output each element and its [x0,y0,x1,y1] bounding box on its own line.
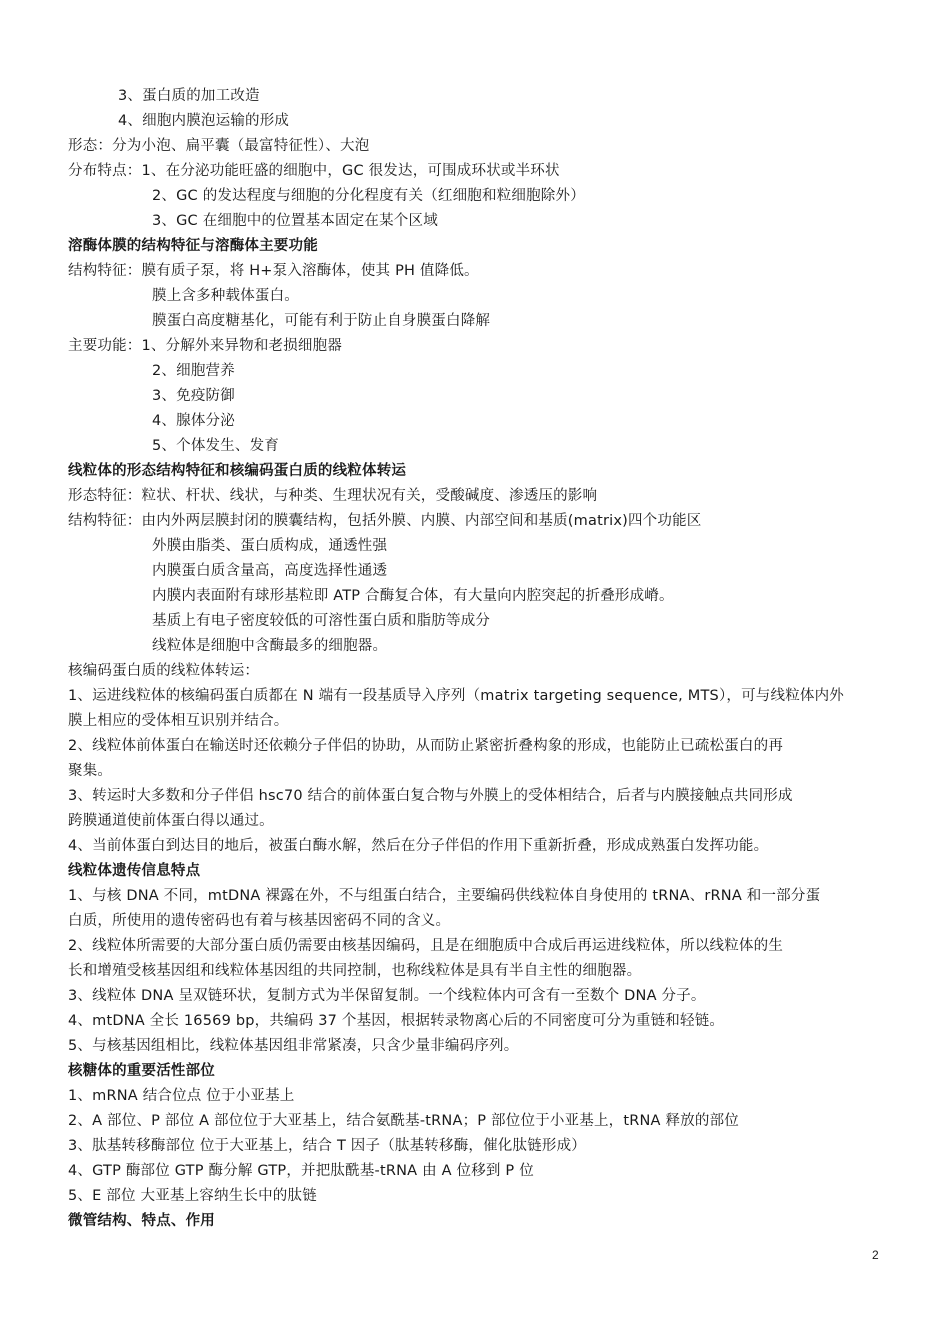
text-line: 内膜蛋白质含量高，高度选择性通透 [152,563,388,579]
text-line: 2、线粒体所需要的大部分蛋白质仍需要由核基因编码，且是在细胞质中合成后再运进线粒体，所以线粒体的生 [68,938,784,954]
text-line: 膜上相应的受体相互识别并结合。 [68,713,289,729]
section-heading: 核糖体的重要活性部位 [68,1063,215,1079]
text-line: 5、与核基因组相比，线粒体基因组非常紧凑，只含少量非编码序列。 [68,1038,519,1054]
text-line: 2、细胞营养 [152,363,235,379]
text-line: 2、GC 的发达程度与细胞的分化程度有关（红细胞和粒细胞除外） [152,188,585,204]
text-line: 结构特征：由内外两层膜封闭的膜囊结构，包括外膜、内膜、内部空间和基质(matrix)四个功能区 [68,513,702,529]
text-line: 4、腺体分泌 [152,413,235,429]
text-line: 聚集。 [68,763,113,779]
text-line: 长和增殖受核基因组和线粒体基因组的共同控制，也称线粒体是具有半自主性的细胞器。 [68,963,642,979]
text-line: 内膜内表面附有球形基粒即 ATP 合酶复合体，有大量向内腔突起的折叠形成嵴。 [152,588,674,604]
section-heading: 线粒体遗传信息特点 [68,863,201,879]
text-line: 2、线粒体前体蛋白在输送时还依赖分子伴侣的协助，从而防止紧密折叠构象的形成，也能防止已疏松蛋白的再 [68,738,784,754]
text-line: 外膜由脂类、蛋白质构成，通透性强 [152,538,388,554]
text-line: 2、A 部位、P 部位 A 部位位于大亚基上，结合氨酰基-tRNA；P 部位位于小亚基上，tRNA 释放的部位 [68,1113,739,1129]
text-line: 跨膜通道使前体蛋白得以通过。 [68,813,274,829]
text-line: 分布特点：1、在分泌功能旺盛的细胞中，GC 很发达，可围成环状或半环状 [68,163,560,179]
text-line: 4、GTP 酶部位 GTP 酶分解 GTP，并把肽酰基-tRNA 由 A 位移到 P 位 [68,1163,534,1179]
text-line: 3、免疫防御 [152,388,235,404]
text-line: 5、E 部位 大亚基上容纳生长中的肽链 [68,1188,317,1204]
section-heading: 溶酶体膜的结构特征与溶酶体主要功能 [68,238,318,254]
text-line: 1、与核 DNA 不同，mtDNA 裸露在外，不与组蛋白结合，主要编码供线粒体自身使用的 tRNA、rRNA 和一部分蛋 [68,888,821,904]
text-line: 形态特征：粒状、杆状、线状，与种类、生理状况有关，受酸碱度、渗透压的影响 [68,488,598,504]
text-line: 1、mRNA 结合位点 位于小亚基上 [68,1088,295,1104]
text-line: 基质上有电子密度较低的可溶性蛋白质和脂肪等成分 [152,613,491,629]
text-line: 白质，所使用的遗传密码也有着与核基因密码不同的含义。 [68,913,451,929]
text-line: 3、蛋白质的加工改造 [118,88,260,104]
section-heading: 微管结构、特点、作用 [68,1213,215,1229]
text-line: 3、GC 在细胞中的位置基本固定在某个区域 [152,213,438,229]
section-heading: 线粒体的形态结构特征和核编码蛋白质的线粒体转运 [68,463,407,479]
text-line: 结构特征：膜有质子泵，将 H+泵入溶酶体，使其 PH 值降低。 [68,263,479,279]
text-line: 3、转运时大多数和分子伴侣 hsc70 结合的前体蛋白复合物与外膜上的受体相结合，后者与内膜接触点共同形成 [68,788,793,804]
text-line: 膜蛋白高度糖基化，可能有利于防止自身膜蛋白降解 [152,313,491,329]
text-line: 形态：分为小泡、扁平囊（最富特征性）、大泡 [68,138,370,154]
text-line: 线粒体是细胞中含酶最多的细胞器。 [152,638,388,654]
text-line: 4、细胞内膜泡运输的形成 [118,113,290,129]
text-line: 主要功能：1、分解外来异物和老损细胞器 [68,338,343,354]
text-line: 5、个体发生、发育 [152,438,280,454]
text-line: 4、mtDNA 全长 16569 bp，共编码 37 个基因，根据转录物离心后的不同密度可分为重链和轻链。 [68,1013,725,1029]
text-line: 3、线粒体 DNA 呈双链环状，复制方式为半保留复制。一个线粒体内可含有一至数个 DNA 分子。 [68,988,706,1004]
text-line: 核编码蛋白质的线粒体转运： [68,663,260,679]
text-line: 3、肽基转移酶部位 位于大亚基上，结合 T 因子（肽基转移酶，催化肽链形成） [68,1138,587,1154]
text-line: 1、运进线粒体的核编码蛋白质都在 N 端有一段基质导入序列（matrix targeting sequence, MTS），可与线粒体内外 [68,688,844,704]
text-line: 4、当前体蛋白到达目的地后，被蛋白酶水解，然后在分子伴侣的作用下重新折叠，形成成熟蛋白发挥功能。 [68,838,769,854]
page-number: 2 [872,1248,879,1262]
text-line: 膜上含多种载体蛋白。 [152,288,299,304]
